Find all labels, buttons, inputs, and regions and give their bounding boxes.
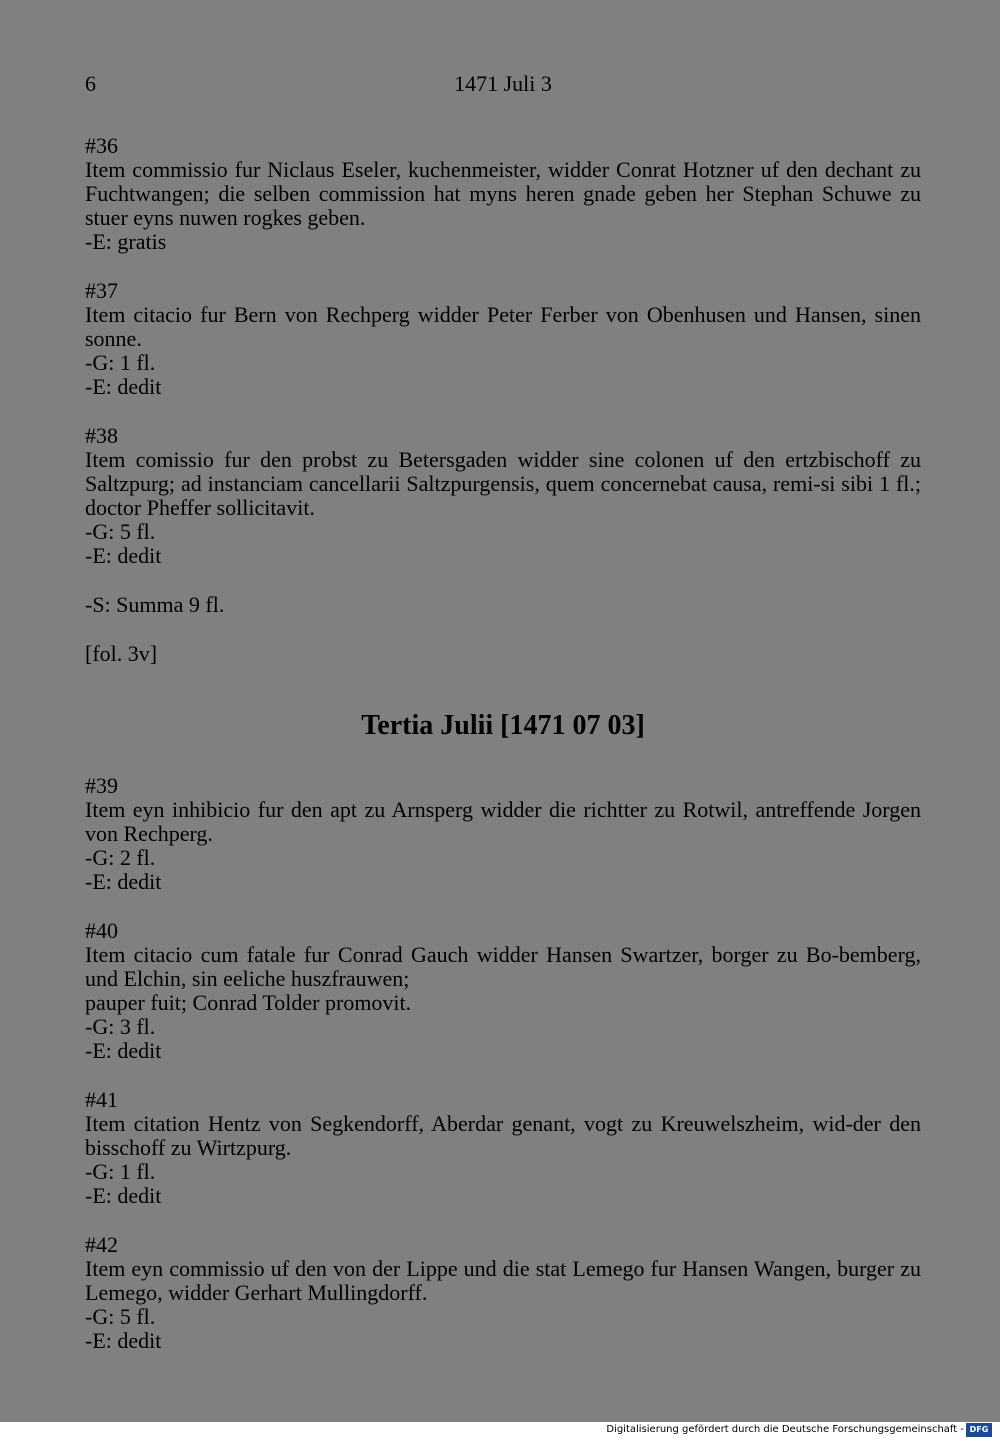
entry-line: -E: dedit [85, 374, 162, 399]
entry-text: Item eyn inhibicio fur den apt zu Arnsperg widder die richtter zu Rotwil, antreffende Jorgen von Rechperg. [85, 797, 921, 846]
page-header [85, 72, 921, 98]
entry-line: -E: dedit [85, 1328, 162, 1353]
entry-38 [85, 424, 921, 568]
summary-line: -S: Summa 9 fl. [85, 592, 225, 617]
entry-number: #41 [85, 1087, 118, 1112]
entry-text: Item comissio fur den probst zu Betersgaden widder sine colonen uf den ertzbischoff zu Saltzpurg; ad instanciam cancellarii Saltzpurgensis, quem concernebat causa, remi-si sibi 1 fl.; doctor Pheffer sollicitavit. [85, 447, 921, 520]
running-head: 1471 Juli 3 [454, 71, 552, 96]
entry-39 [85, 774, 921, 894]
dfg-logo: DFG [966, 1423, 992, 1437]
entry-line: -E: dedit [85, 869, 162, 894]
entry-line: -E: dedit [85, 543, 162, 568]
entry-line: -G: 5 fl. [85, 519, 156, 544]
folio-marker: [fol. 3v] [85, 641, 158, 666]
entry-40 [85, 919, 921, 1063]
entry-36 [85, 134, 921, 254]
page-number: 6 [85, 71, 96, 96]
entry-37 [85, 279, 921, 399]
footer-bar [0, 1422, 1000, 1439]
entry-text: Item citation Hentz von Segkendorff, Aberdar genant, vogt zu Kreuwelszheim, wid-der den bisschoff zu Wirtzpurg. [85, 1111, 921, 1160]
entry-41 [85, 1088, 921, 1208]
entry-text: Item citacio fur Bern von Rechperg widder Peter Ferber von Obenhusen und Hansen, sinen sonne. [85, 302, 921, 351]
entry-line: -E: gratis [85, 229, 167, 254]
entry-line: -G: 2 fl. [85, 845, 156, 870]
entry-line: -G: 3 fl. [85, 1014, 156, 1039]
entry-text: Item commissio fur Niclaus Eseler, kuchenmeister, widder Conrat Hotzner uf den dechant zu Fuchtwangen; die selben commission hat myns heren gnade geben her Stephan Schuwe zu stuer eyns nuwen rogkes geben. [85, 157, 921, 230]
page-content [85, 134, 921, 1378]
entry-line: -G: 1 fl. [85, 350, 156, 375]
section-heading: Tertia Julii [1471 07 03] [361, 710, 645, 741]
entry-line: -E: dedit [85, 1038, 162, 1063]
entry-number: #42 [85, 1232, 118, 1257]
entry-number: #36 [85, 133, 118, 158]
entry-text: Item eyn commissio uf den von der Lippe und die stat Lemego fur Hansen Wangen, burger zu Lemego, widder Gerhart Mullingdorff. [85, 1256, 921, 1305]
entry-number: #39 [85, 773, 118, 798]
entry-number: #37 [85, 278, 118, 303]
entry-line: -E: dedit [85, 1183, 162, 1208]
entry-number: #38 [85, 423, 118, 448]
entry-text: Item citacio cum fatale fur Conrad Gauch widder Hansen Swartzer, borger zu Bo-bemberg, und Elchin, sin eeliche huszfrauwen; [85, 942, 921, 991]
entry-number: #40 [85, 918, 118, 943]
entry-line: -G: 1 fl. [85, 1159, 156, 1184]
entry-42 [85, 1233, 921, 1353]
entry-line: pauper fuit; Conrad Tolder promovit. [85, 990, 412, 1015]
funding-credit: Digitalisierung gefördert durch die Deutsche Forschungsgemeinschaft - [606, 1424, 964, 1435]
entry-line: -G: 5 fl. [85, 1304, 156, 1329]
